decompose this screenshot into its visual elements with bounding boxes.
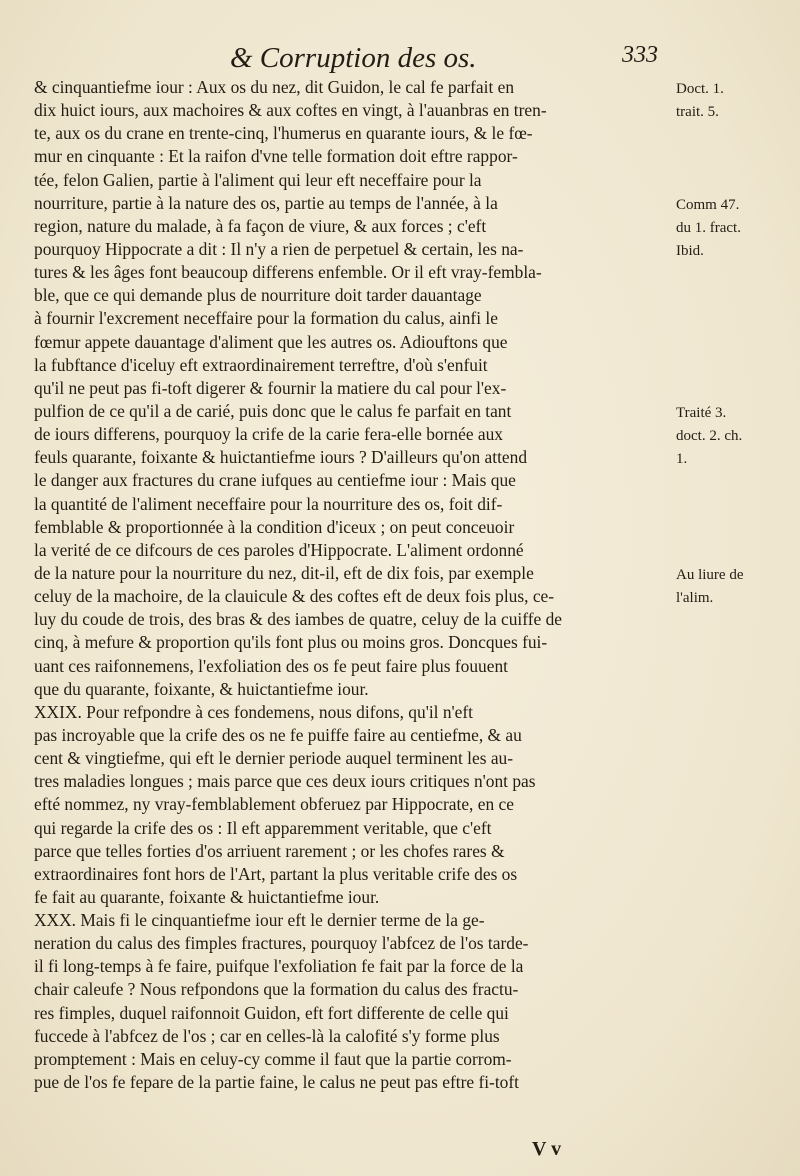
margin-note: 1. bbox=[676, 451, 688, 468]
text-line: chair caleufe ? Nous refpondons que la formation du calus des fractu- bbox=[34, 979, 519, 1000]
text-line: & cinquantiefme iour : Aux os du nez, dit Guidon, le cal fe parfait en bbox=[34, 77, 515, 97]
text-line: fe fait au quarante, foixante & huictantiefme iour. bbox=[34, 886, 380, 907]
text-line: pulfion de ce qu'il a de carié, puis donc que le calus fe parfait en tant bbox=[34, 400, 512, 421]
text-line: res fimples, duquel raifonnoit Guidon, eft fort differente de celle qui bbox=[34, 1002, 509, 1023]
margin-note: Ibid. bbox=[676, 243, 704, 260]
text-line: XXX. Mais fi le cinquantiefme iour eft le dernier terme de la ge- bbox=[34, 910, 485, 931]
text-line: region, nature du malade, à fa façon de viure, & aux forces ; c'eft bbox=[34, 215, 487, 236]
text-line: que du quarante, foixante, & huictantiefme iour. bbox=[34, 678, 369, 699]
text-line: la fubftance d'iceluy eft extraordinairement terreftre, d'où s'enfuit bbox=[34, 354, 488, 375]
text-line: te, aux os du crane en trente-cinq, l'humerus en quarante iours, & le fœ- bbox=[34, 123, 533, 144]
page-number: 333 bbox=[622, 42, 658, 68]
text-line: la verité de ce difcours de ces paroles d'Hippocrate. L'aliment ordonné bbox=[34, 539, 524, 560]
text-line: mur en cinquante : Et la raifon d'vne telle formation doit eftre rappor- bbox=[34, 146, 518, 167]
text-line: promptement : Mais en celuy-cy comme il faut que la partie corrom- bbox=[34, 1048, 512, 1069]
text-line: il fi long-temps à fe faire, puifque l'exfoliation fe fait par la force de la bbox=[34, 956, 524, 977]
margin-note: doct. 2. ch. bbox=[676, 428, 743, 445]
margin-note: l'alim. bbox=[676, 590, 714, 607]
text-line: uant ces raifonnemens, l'exfoliation des os fe peut faire plus fouuent bbox=[34, 655, 508, 676]
text-line: pue de l'os fe fepare de la partie faine, le calus ne peut pas eftre fi-toft bbox=[34, 1072, 520, 1093]
text-line: extraordinaires font hors de l'Art, partant la plus veritable crife des os bbox=[34, 863, 518, 884]
text-line: feuls quarante, foixante & huictantiefme iours ? D'ailleurs qu'on attend bbox=[34, 447, 528, 468]
margin-note: du 1. fract. bbox=[676, 219, 741, 236]
margin-note: Doct. 1. bbox=[676, 81, 724, 97]
text-line: femblable & proportionnée à la condition d'iceux ; on peut conceuoir bbox=[34, 516, 515, 537]
text-line: nourriture, partie à la nature des os, partie au temps de l'année, à la bbox=[34, 192, 498, 213]
text-line: efté nommez, ny vray-femblablement obferuez par Hippocrate, en ce bbox=[34, 794, 514, 815]
text-line: dix huict iours, aux machoires & aux coftes en vingt, à l'auanbras en tren- bbox=[34, 100, 547, 121]
text-line: fuccede à l'abfcez de l'os ; car en celles-là la calofité s'y forme plus bbox=[34, 1025, 500, 1046]
text-line: qui regarde la crife des os : Il eft apparemment veritable, que c'eft bbox=[34, 817, 492, 838]
text-line: de la nature pour la nourriture du nez, dit-il, eft de dix fois, par exemple bbox=[34, 562, 534, 583]
text-line: XXIX. Pour refpondre à ces fondemens, nous difons, qu'il n'eft bbox=[34, 701, 474, 722]
text-line: tures & les âges font beaucoup differens enfemble. Or il eft vray-fembla- bbox=[34, 262, 542, 283]
text-line: pas incroyable que la crife des os ne fe puiffe faire au centiefme, & au bbox=[34, 724, 522, 745]
text-line: cent & vingtiefme, qui eft le dernier periode auquel terminent les au- bbox=[34, 748, 514, 769]
text-line: parce que telles forties d'os arriuent rarement ; or les chofes rares & bbox=[34, 840, 505, 861]
text-line: fœmur appete dauantage d'aliment que les autres os. Adiouftons que bbox=[34, 331, 508, 352]
catchword: V v bbox=[532, 1138, 562, 1160]
text-line: cinq, à mefure & proportion qu'ils font plus ou moins gros. Doncques fui- bbox=[34, 632, 548, 653]
text-line: ble, que ce qui demande plus de nourriture doit tarder dauantage bbox=[34, 285, 482, 306]
text-line: qu'il ne peut pas fi-toft digerer & fournir la matiere du cal pour l'ex- bbox=[34, 377, 507, 398]
text-line: de iours differens, pourquoy la crife de la carie fera-elle bornée aux bbox=[34, 424, 503, 445]
text-line: tée, felon Galien, partie à l'aliment qui leur eft neceffaire pour la bbox=[34, 169, 482, 190]
text-line: celuy de la machoire, de la clauicule & des coftes eft de deux fois plus, ce- bbox=[34, 586, 555, 607]
text-line: pourquoy Hippocrate a dit : Il n'y a rien de perpetuel & certain, les na- bbox=[34, 238, 524, 259]
margin-note: trait. 5. bbox=[676, 104, 719, 121]
margin-note: Au liure de bbox=[676, 567, 744, 584]
text-line: luy du coude de trois, des bras & des iambes de quatre, celuy de la cuiffe de bbox=[34, 609, 562, 630]
text-line: la quantité de l'aliment neceffaire pour la nourriture des os, foit dif- bbox=[34, 493, 503, 514]
margin-note: Comm 47. bbox=[676, 196, 740, 213]
text-line: le danger aux fractures du crane iufques au centiefme iour : Mais que bbox=[34, 470, 516, 491]
running-title: & Corruption des os. bbox=[230, 42, 477, 74]
text-line: tres maladies longues ; mais parce que ces deux iours critiques n'ont pas bbox=[34, 771, 536, 792]
margin-note: Traité 3. bbox=[676, 405, 727, 422]
text-line: neration du calus des fimples fractures, pourquoy l'abfcez de l'os tarde- bbox=[34, 933, 529, 954]
text-line: à fournir l'excrement neceffaire pour la formation du calus, ainfi le bbox=[34, 308, 498, 329]
